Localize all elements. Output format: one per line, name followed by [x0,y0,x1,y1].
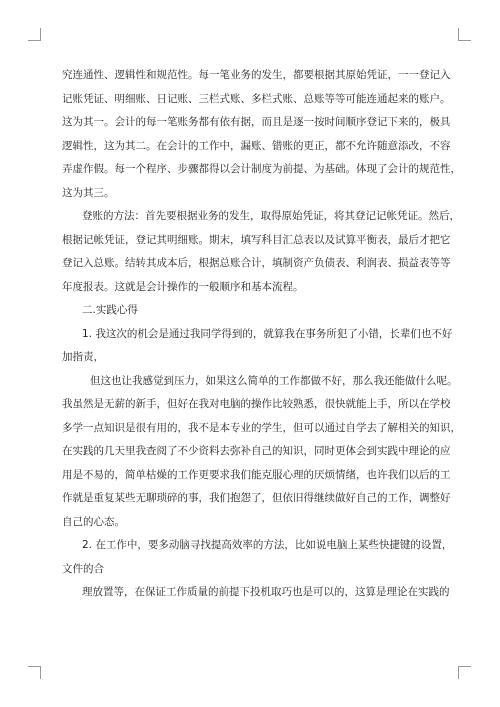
text-line: 多学一点知识是很有用的，我不是本专业的学生，但可以通过自学去了解相关的知识， [62,421,461,434]
text-line: 我虽然是无薪的新手，但好在我对电脑的操作比较熟悉，很快就能上手，所以在学校 [62,398,451,410]
crop-mark-bottom-right [458,666,471,679]
text-line: 在实践的几天里我查阅了不少资料去弥补自己的知识，同时更体会到实践中理论的应 [62,445,451,457]
text-line: 逻辑性，这为其二。在会计的工作中，漏账、错账的更正，都不允许随意添改，不容 [62,139,451,152]
text-line: 用是不易的，简单枯燥的工作更要求我们能克服心理的厌烦情绪，也许我们以后的工 [62,468,451,481]
paragraph-start-line: 理放置等，在保证工作质量的前提下投机取巧也是可以的，这算是理论在实践的 [82,586,450,598]
text-line: 记账凭证、明细账、日记账、三栏式账、多栏式账、总账等等可能连通起来的账户。 [62,92,451,105]
text-line: 作就是重复某些无聊琐碎的事，我们抱怨了，但依旧得继续做好自己的工作，调整好 [62,492,451,504]
document-body [62,64,461,605]
paragraph-start-line: 1. 我这次的机会是通过我同学得到的，就算我在事务所犯了小错，长辈们也不好 [82,327,453,340]
text-line: 这为其三。 [62,186,115,199]
text-line: 加指责， [62,351,104,363]
paragraph-start-line: 登账的方法：首先要根据业务的发生，取得原始凭证，将其登记记帐凭证。然后， [82,210,460,222]
text-line: 文件的合 [62,562,104,575]
text-line: 弄虚作假。每一个程序、步骤都得以会计制度为前提、为基础。体现了会计的规范性， [62,163,461,175]
crop-mark-bottom-left [28,666,41,679]
paragraph-start-line: 2. 在工作中，要多动脑寻找提高效率的方法，比如说电脑上某些快捷键的设置， [82,539,453,551]
text-line: 究连通性、逻辑性和规范性。每一笔业务的发生，都要根据其原始凭证，一一登记入 [62,69,451,81]
text-line: 年度报表。这就是会计操作的一般顺序和基本流程。 [62,280,304,293]
paragraph-start-line: 但这也让我感觉到压力，如果这么简单的工作都做不好，那么我还能做什么呢。 [90,374,458,387]
text-line: 根据记帐凭证，登记其明细账。期末，填写科目汇总表以及试算平衡表，最后才把它 [62,233,451,246]
text-line: 自己的心态。 [62,515,125,528]
text-line: 登记入总账。结转其成本后，根据总账合计，填制资产负债表、利润表、损益表等等 [62,257,451,269]
section-heading: 二.实践心得 [82,304,138,316]
crop-mark-top-right [458,28,471,41]
crop-mark-top-left [28,28,41,41]
text-line: 这为其一。会计的每一笔账务都有依有据，而且是逐一按时间顺序登记下来的，极具 [62,116,451,128]
